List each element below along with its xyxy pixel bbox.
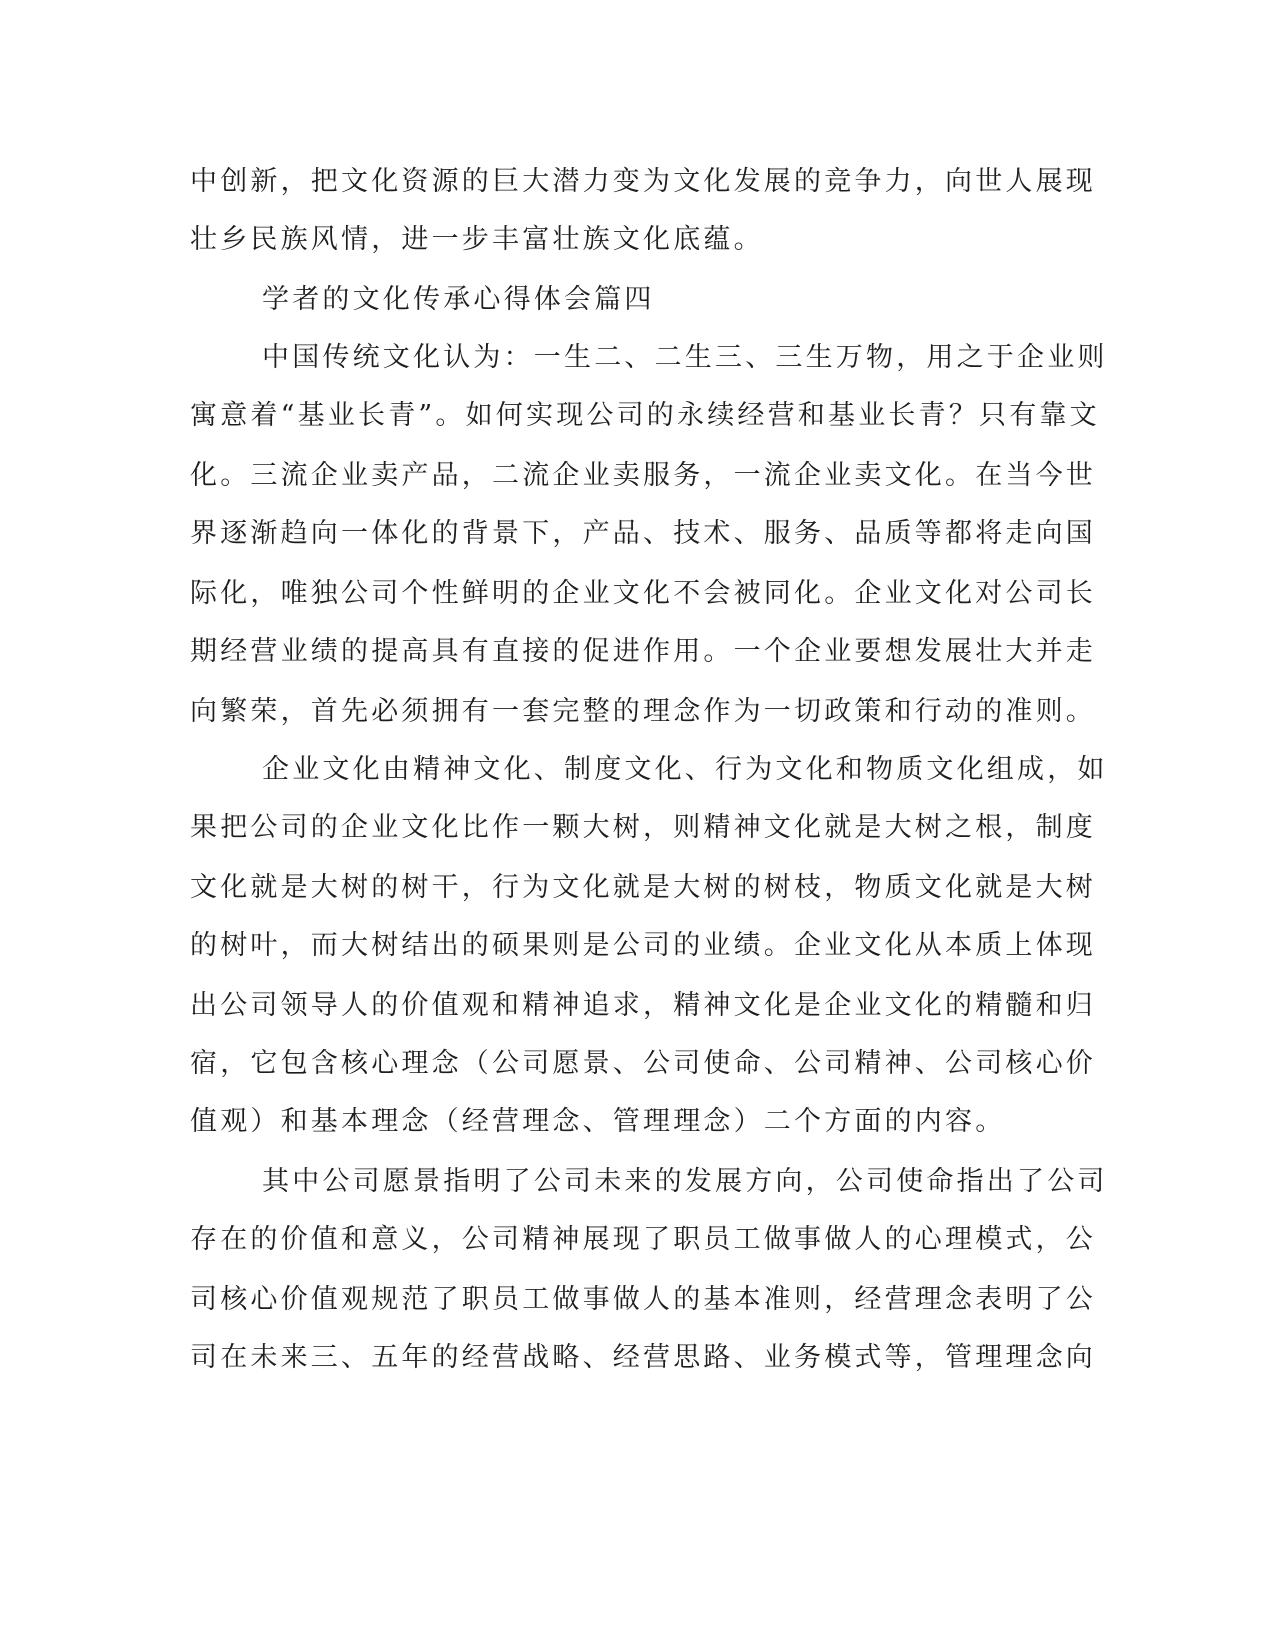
text-line: 的树叶，而大树结出的硕果则是公司的业绩。企业文化从本质上体现	[190, 930, 1096, 961]
text-line: 期经营业绩的提高具有直接的促进作用。一个企业要想发展壮大并走	[190, 636, 1096, 667]
paragraph-start: 企业文化由精神文化、制度文化、行为文化和物质文化组成，如	[262, 754, 1108, 785]
section-heading: 学者的文化传承心得体会篇四	[262, 284, 655, 315]
paragraph-start: 中国传统文化认为：一生二、二生三、三生万物，用之于企业则	[262, 342, 1108, 373]
text-line: 化。三流企业卖产品，二流企业卖服务，一流企业卖文化。在当今世	[190, 460, 1096, 491]
text-line: 际化，唯独公司个性鲜明的企业文化不会被同化。企业文化对公司长	[190, 578, 1096, 609]
text-line: 文化就是大树的树干，行为文化就是大树的树枝，物质文化就是大树	[190, 872, 1096, 903]
text-line: 果把公司的企业文化比作一颗大树，则精神文化就是大树之根，制度	[190, 812, 1096, 843]
text-line: 值观）和基本理念（经营理念、管理理念）二个方面的内容。	[190, 1106, 1006, 1137]
text-line: 司核心价值观规范了职员工做事做人的基本准则，经营理念表明了公	[190, 1284, 1096, 1315]
text-line: 寓意着“基业长青”。如何实现公司的永续经营和基业长青？只有靠文	[190, 400, 1100, 431]
text-line: 中创新，把文化资源的巨大潜力变为文化发展的竞争力，向世人展现	[190, 166, 1096, 197]
paragraph-start: 其中公司愿景指明了公司未来的发展方向，公司使命指出了公司	[262, 1166, 1108, 1197]
text-line: 界逐渐趋向一体化的背景下，产品、技术、服务、品质等都将走向国	[190, 518, 1096, 549]
text-line: 司在未来三、五年的经营战略、经营思路、业务模式等，管理理念向	[190, 1342, 1096, 1373]
text-line: 向繁荣，首先必须拥有一套完整的理念作为一切政策和行动的准则。	[190, 696, 1096, 727]
text-line: 壮乡民族风情，进一步丰富壮族文化底蕴。	[190, 224, 764, 255]
text-line: 出公司领导人的价值观和精神追求，精神文化是企业文化的精髓和归	[190, 990, 1096, 1021]
text-line: 存在的价值和意义，公司精神展现了职员工做事做人的心理模式，公	[190, 1224, 1096, 1255]
text-line: 宿，它包含核心理念（公司愿景、公司使命、公司精神、公司核心价	[190, 1048, 1096, 1079]
